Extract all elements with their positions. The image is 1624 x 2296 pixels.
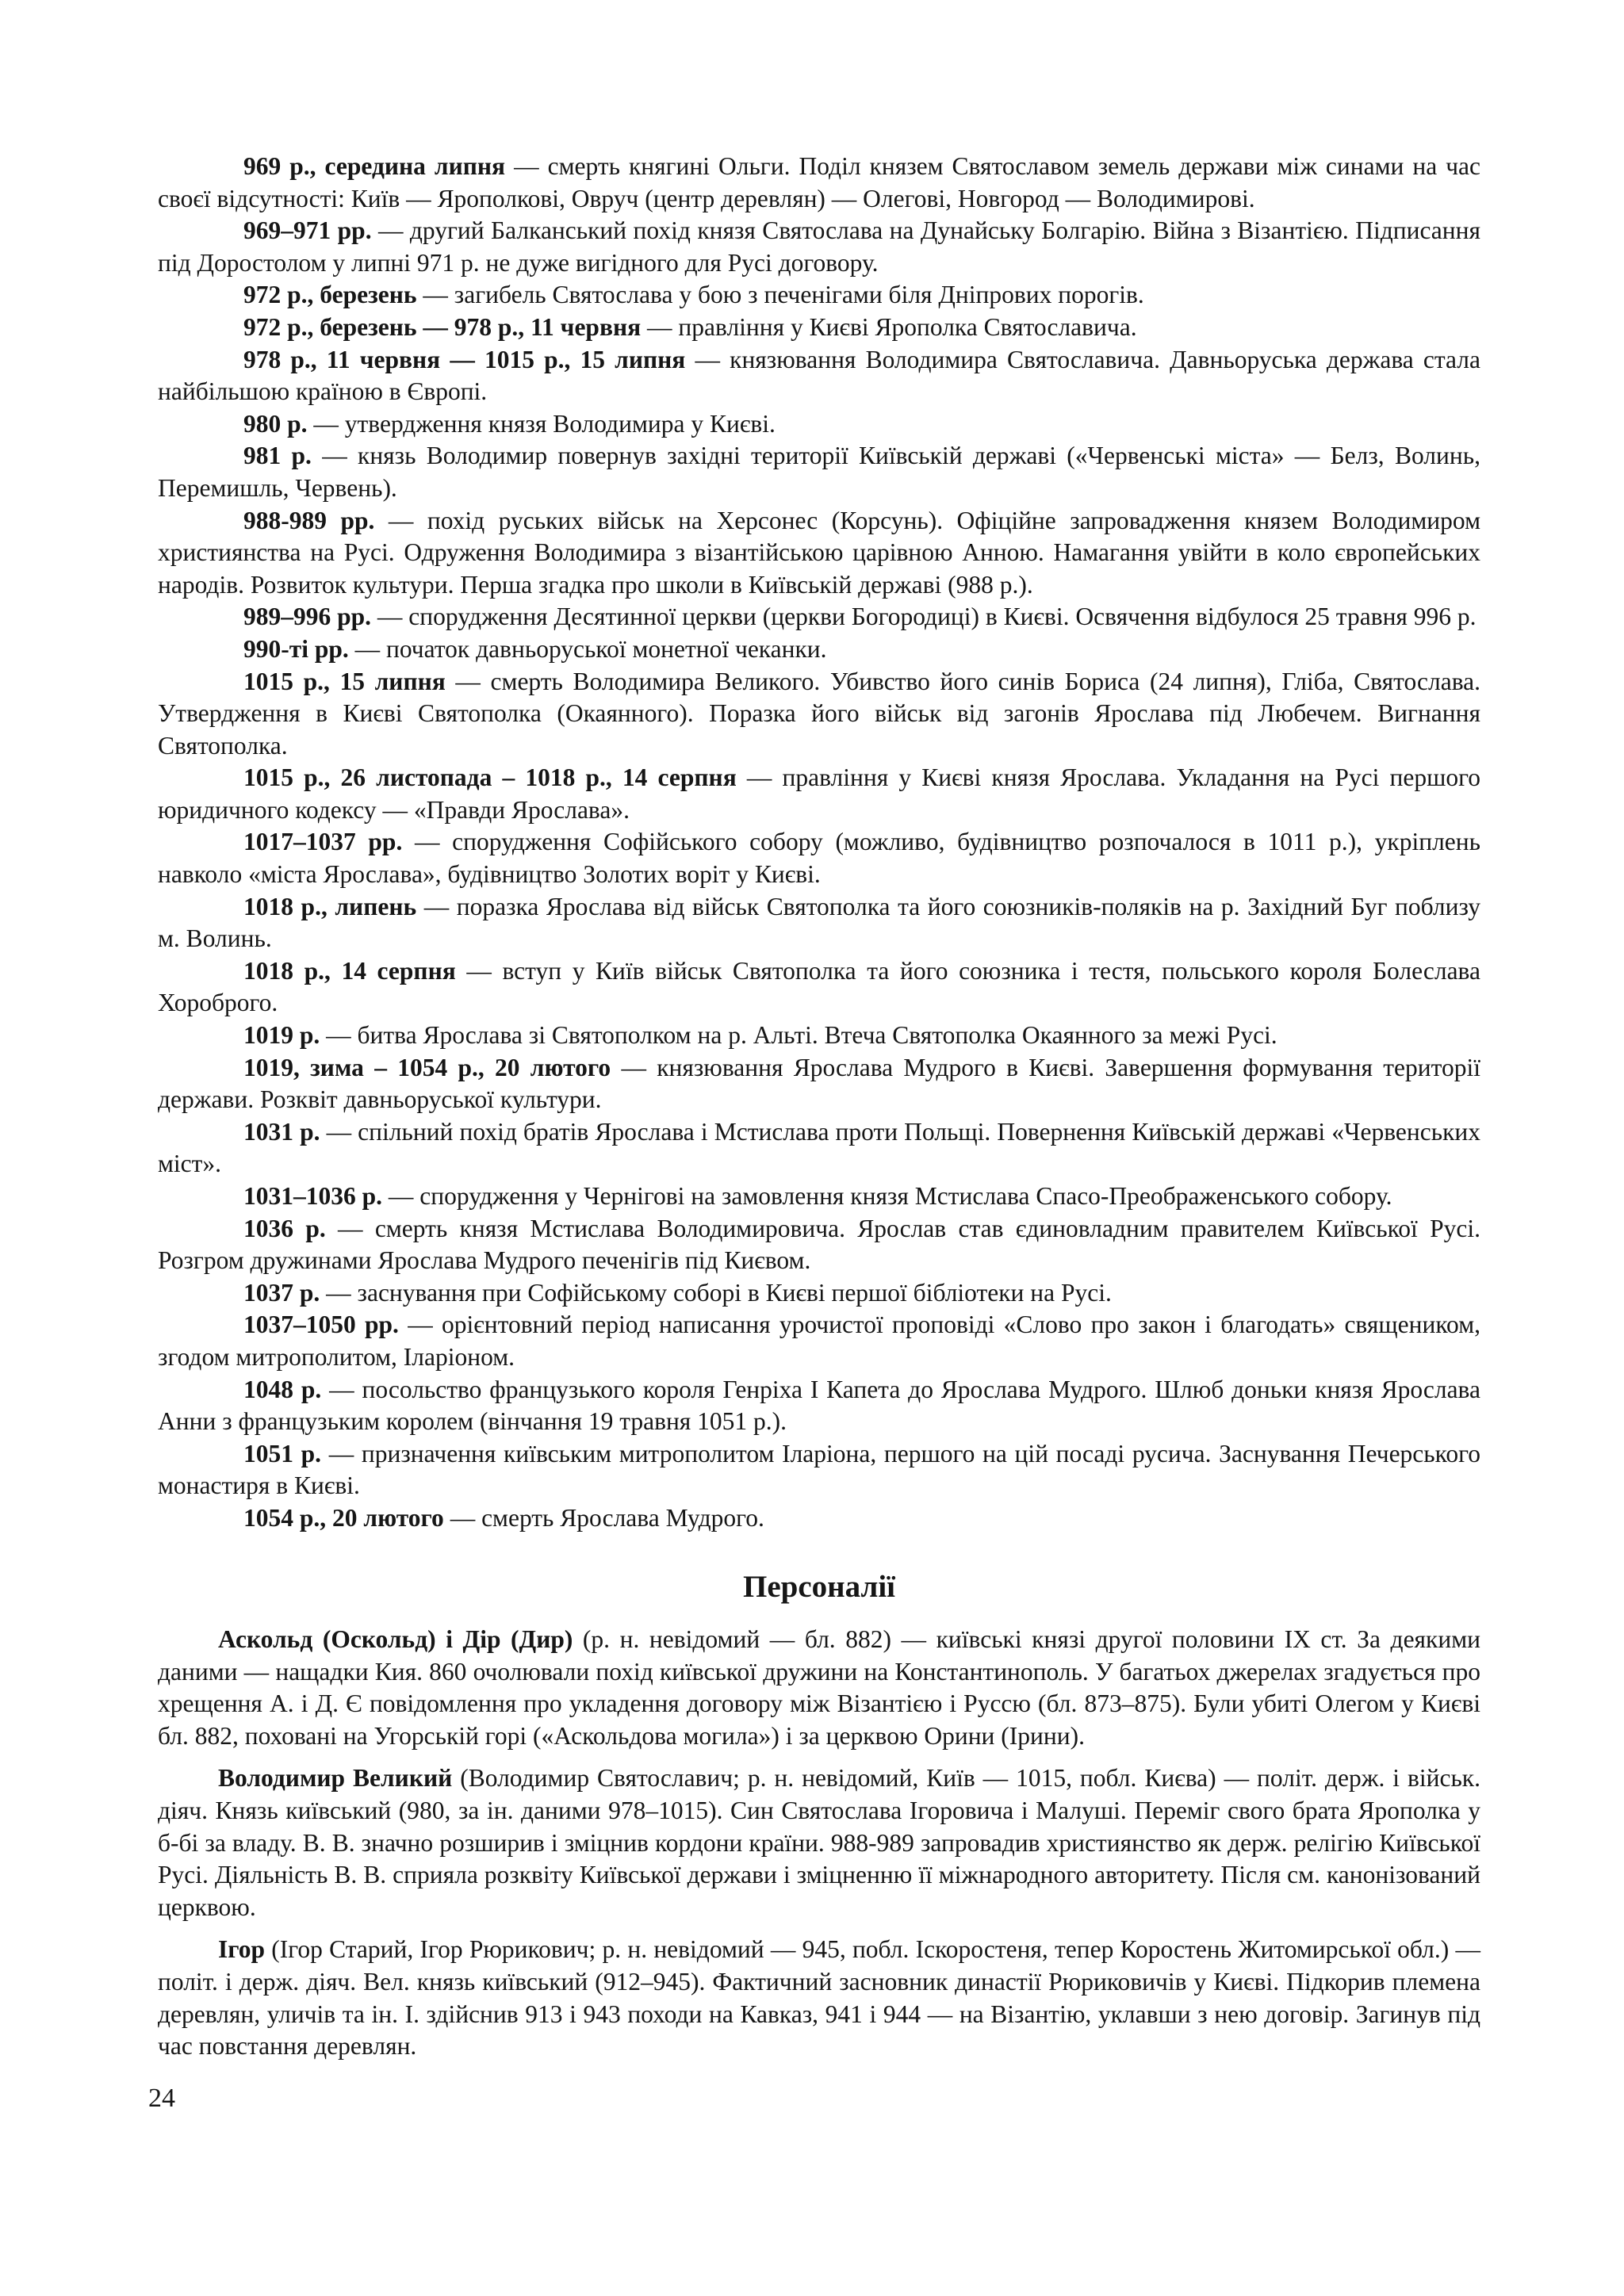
person-name: Ігор (218, 1935, 266, 1964)
person-entry (158, 1934, 1480, 2062)
entry-date: 990-ті рр. (243, 634, 349, 663)
entry-date: 980 р. (243, 409, 308, 438)
entry-text: — другий Балканський похід князя Святослава на Дунайську Болгарію. Війна з Візантією. Підписання під Доростолом у липні 971 р. не дуже вигідного для Русі договору. (158, 216, 1480, 277)
entry-text: — спорудження Десятинної церкви (церкви Богородиці) в Києві. Освячення відбулося 25 травня 996 р. (371, 603, 1477, 631)
entry-date: 1054 р., 20 лютого (243, 1503, 444, 1532)
chronology-entry (158, 344, 1480, 408)
entry-text: — князь Володимир повернув західні території Київській державі («Червенські міста» — Белз, Волинь, Перемишль, Червень). (158, 442, 1480, 502)
entry-text: — битва Ярослава зі Святополком на р. Альті. Втеча Святополка Окаянного за межі Русі. (320, 1021, 1277, 1050)
entry-text: — орієнтовний період написання урочистої проповіді «Слово про закон і благодать» священиком, згодом митрополитом, Іларіоном. (158, 1311, 1480, 1371)
chronology-entry (158, 408, 1480, 441)
entry-date: 1031–1036 р. (243, 1182, 383, 1210)
entry-text: — загибель Святослава у бою з печенігами біля Дніпрових порогів. (416, 281, 1144, 309)
chronology-entry (158, 826, 1480, 890)
entry-date: 981 р. (243, 442, 312, 470)
entry-text: — спільний похід братів Ярослава і Мстислава проти Польщі. Повернення Київській державі «Червенських міст». (158, 1117, 1480, 1178)
entry-date: 988-989 рр. (243, 506, 375, 534)
chronology-entry (158, 312, 1480, 344)
person-name: Аскольд (Оскольд) і Дір (Дир) (218, 1625, 573, 1653)
entry-date: 1051 р. (243, 1439, 322, 1468)
entry-text: — смерть Ярослава Мудрого. (443, 1503, 764, 1532)
entry-date: 969 р., середина липня (243, 152, 506, 180)
person-entry (158, 1624, 1480, 1752)
entry-text: — смерть князя Мстислава Володимировича. Ярослав став єдиновладним правителем Київської Русі. Розгром дружинами Ярослава Мудрого печенігів під Києвом. (158, 1214, 1480, 1275)
chronology-entry (158, 601, 1480, 633)
person-description: (Ігор Старий, Ігор Рюрикович; р. н. невідомий — 945, побл. Іскоростеня, тепер Коростень Житомирської обл.) — політ. і держ. діяч. Вел. князь київський (912–945). Фактичний засновник династії Рюриковичів у Києві. Підкорив племена деревлян, уличів та ін. І. здійснив 913 і 943 походи на Кавказ, 941 і 944 — на Візантію, уклавши з нею договір. Загинув під час повстання деревлян. (158, 1935, 1480, 2061)
entry-date: 1037–1050 рр. (243, 1311, 399, 1339)
chronology-entry (158, 955, 1480, 1020)
page-number: 24 (148, 2084, 175, 2113)
chronology-entry (158, 1502, 1480, 1535)
entry-date: 989–996 рр. (243, 603, 372, 631)
entry-date: 978 р., 11 червня — 1015 р., 15 липня (243, 345, 686, 373)
entry-text: — похід руських військ на Херсонес (Корсунь). Офіційне запровадження князем Володимиром християнства на Русі. Одруження Володимира з візантійською царівною Анною. Намагання увійти в коло європейських народів. Розвиток культури. Перша згадка про школи в Київській державі (988 р.). (158, 506, 1480, 599)
personalities-list (158, 1624, 1480, 2073)
chronology-entry (158, 1052, 1480, 1116)
entry-date: 1015 р., 26 листопада – 1018 р., 14 серпня (243, 763, 737, 792)
chronology-entry (158, 215, 1480, 279)
entry-date: 1019, зима – 1054 р., 20 лютого (243, 1053, 611, 1081)
entry-date: 1018 р., 14 серпня (243, 956, 456, 985)
entry-text: — заснування при Софійському соборі в Києві першої бібліотеки на Русі. (320, 1278, 1112, 1307)
entry-text: — смерть Володимира Великого. Убивство його синів Бориса (24 липня), Гліба, Святослава. Утвердження в Києві Святополка (Окаянного). Поразка його військ від загонів Ярослава під Любечем. Вигнання Святополка. (158, 667, 1481, 760)
chronology-entry (158, 440, 1480, 504)
chronology-list (158, 151, 1480, 1535)
entry-text: — спорудження у Чернігові на замовлення князя Мстислава Спасо-Преображенського собору. (382, 1182, 1392, 1210)
chronology-entry (158, 1116, 1480, 1181)
entry-date: 1015 р., 15 липня (243, 667, 446, 695)
entry-text: — початок давньоруської монетної чеканки. (348, 634, 827, 663)
person-name: Володимир Великий (218, 1764, 453, 1793)
entry-text: — князювання Володимира Святославича. Давньоруська держава стала найбільшою країною в Європі. (158, 345, 1481, 406)
entry-text: — правління у Києві князя Ярослава. Укладання на Русі першого юридичного кодексу — «Правди Ярослава». (158, 763, 1480, 824)
entry-date: 1031 р. (243, 1117, 320, 1146)
chronology-entry (158, 1374, 1480, 1438)
entry-text: — князювання Ярослава Мудрого в Києві. Завершення формування території держави. Розквіт давньоруської культури. (158, 1053, 1480, 1114)
entry-text: — правління у Києві Ярополка Святославича. (641, 312, 1137, 341)
entry-text: — утвердження князя Володимира у Києві. (307, 409, 776, 438)
entry-date: 1019 р. (243, 1021, 320, 1050)
chronology-entry (158, 666, 1480, 763)
entry-text: — посольство французького короля Генріха І Капета до Ярослава Мудрого. Шлюб доньки князя Ярослава Анни з французьким королем (вінчання 19 травня 1051 р.). (158, 1375, 1480, 1436)
entry-text: — смерть княгині Ольги. Поділ князем Святославом земель держави між синами на час своєї відсутності: Київ — Ярополкові, Овруч (центр деревлян) — Олегові, Новгород — Володимирові. (158, 152, 1480, 212)
section-heading: Персоналії (742, 1570, 895, 1604)
entry-date: 972 р., березень — 978 р., 11 червня (243, 312, 642, 341)
chronology-entry (158, 1277, 1480, 1310)
entry-date: 972 р., березень (243, 281, 417, 309)
chronology-entry (158, 1309, 1480, 1373)
entry-date: 1017–1037 рр. (243, 828, 403, 856)
chronology-entry (158, 1020, 1480, 1052)
chronology-entry (158, 762, 1480, 826)
entry-date: 1048 р. (243, 1375, 322, 1403)
chronology-entry (158, 1438, 1480, 1502)
chronology-entry (158, 505, 1480, 602)
chronology-entry (158, 151, 1480, 215)
chronology-entry (158, 1213, 1480, 1277)
entry-text: — спорудження Софійського собору (можливо, будівництво розпочалося в 1011 р.), укріплень навколо «міста Ярослава», будівництво Золотих воріт у Києві. (158, 828, 1480, 889)
entry-date: 1037 р. (243, 1278, 320, 1307)
person-description: (р. н. невідомий — бл. 882) — київські князі другої половини IX ст. За деякими даними — нащадки Кия. 860 очолювали похід київської дружини на Константинополь. У багатьох джерелах згадується про хрещення А. і Д. Є повідомлення про укладення договору між Візантією і Руссю (бл. 873–875). Були убиті Олегом у Києві бл. 882, поховані на Угорській горі («Аскольдова могила») і за церквою Орини (Ірини). (158, 1625, 1480, 1750)
entry-date: 969–971 рр. (243, 216, 372, 245)
chronology-entry (158, 1181, 1480, 1213)
chronology-entry (158, 279, 1480, 312)
entry-date: 1018 р., липень (243, 892, 417, 920)
person-description: (Володимир Святославич; р. н. невідомий, Київ — 1015, побл. Києва) — політ. держ. і військ. діяч. Князь київський (980, за ін. даними 978–1015). Син Святослава Ігоровича і Малуші. Переміг свого брата Ярополка у б-бі за владу. В. В. значно розширив і зміцнив кордони країни. 988-989 запровадив християнство як держ. релігію Київської Русі. Діяльність В. В. сприяла розквіту Київської держави і зміцненню її міжнародного авторитету. Після см. канонізований церквою. (158, 1764, 1480, 1921)
entry-text: — поразка Ярослава від військ Святополка та його союзників-поляків на р. Західний Буг поблизу м. Волинь. (158, 892, 1480, 953)
entry-text: — призначення київським митрополитом Іларіона, першого на цій посаді русича. Заснування Печерського монастиря в Києві. (158, 1439, 1480, 1500)
entry-date: 1036 р. (243, 1214, 326, 1242)
entry-text: — вступ у Київ військ Святополка та його союзника і тестя, польського короля Болеслава Хороброго. (158, 956, 1480, 1017)
chronology-entry (158, 891, 1480, 955)
chronology-entry (158, 633, 1480, 666)
person-entry (158, 1762, 1480, 1923)
